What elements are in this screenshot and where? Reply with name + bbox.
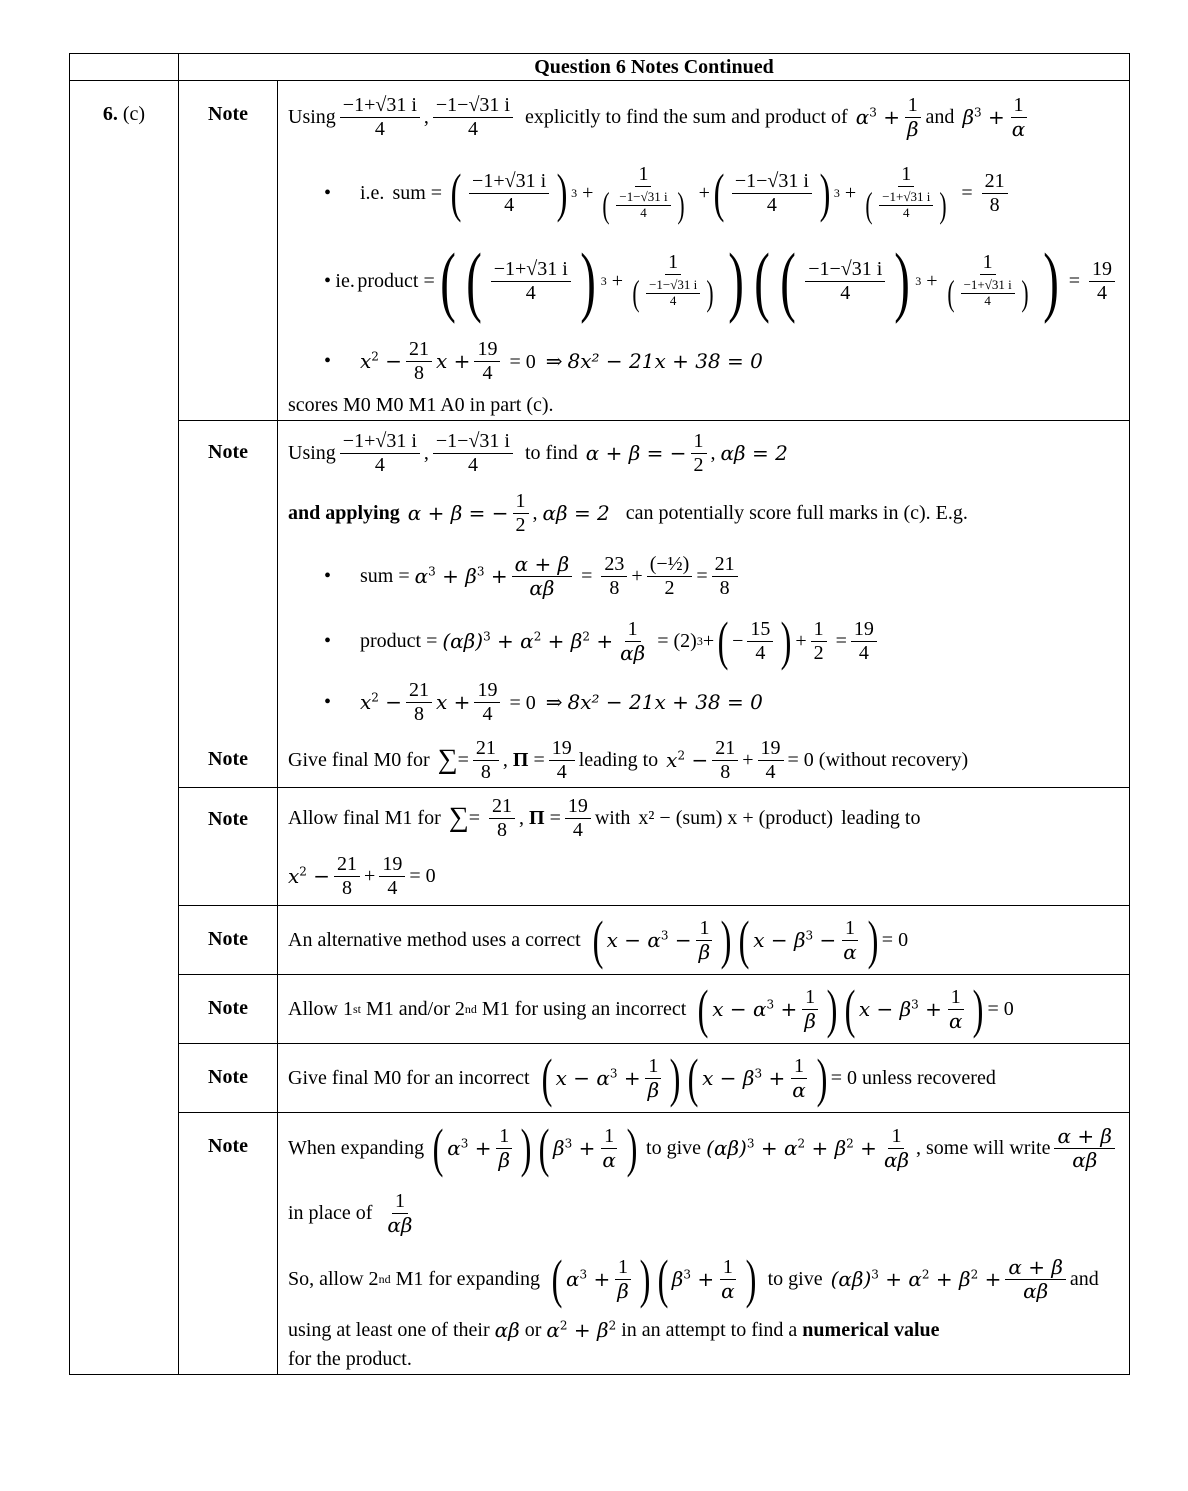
root-plus-num: −1+√31 i xyxy=(340,430,420,454)
one: 1 xyxy=(392,1190,408,1214)
note-body-1: Using $\frac{-1+√31 i}{4}$ , $\frac{-1-√31 i}{4}$ explicitly to find the sum and product of $\alpha^3$ + $\frac{1}{\beta}$ and $\beta^3$ + $\frac{1}{\alpha}$ • i.e. sum = ( $\frac{-1+√31 i}{4}$ ) 3 + 1 ( $\frac{-1-√31 i}{4}$ ) + ( $\frac{-1-√31 i}{4}$ ) 3 + 1 ( $\frac{-1+√31 i}{4}$ ) = $\frac{21}{8}$ • ie. product = ( ( $\frac{-1+√31 i}{4}$ ) 3 + 1 ( $\frac{-1-√31 i}{4}$ ) ) ( ( $\frac{-1-√31 i}{4}$ ) 3 + 1 ( $\frac{-1+√31 i}{4}$ ) ) = $\frac{19}{4}$ • $x^2$ − $\frac{21}{8}$ x + $\frac{19}{4}$ = 0 ⇒ 8x² − 21x + 38 = 0 scores M0 M0 M1 A0 in part (c). xyxy=(278,81,1130,421)
note-row-3 xyxy=(70,788,1130,906)
sum-value-num: 21 xyxy=(406,679,432,703)
root-den: 4 xyxy=(669,292,677,308)
two: 2 xyxy=(813,641,824,664)
root-plus-num: −1+√31 i xyxy=(491,258,571,282)
product-value-den: 4 xyxy=(765,760,776,783)
one: 1 xyxy=(905,94,921,118)
alpha-beta-product: αβ = 2 xyxy=(542,501,610,525)
one: 1 xyxy=(888,1125,904,1149)
note-body-3: Allow final M1 for ∑ = $\frac{21}{8}$ , Π = $\frac{19}{4}$ with x² − (sum) x + (product) leading to $x^2$ − $\frac{21}{8}$ + $\frac{19}{4}$ = 0 xyxy=(278,788,1130,906)
sum-value-den: 8 xyxy=(720,760,731,783)
note-body-5: Allow 1 st M1 and/or 2 nd M1 for using an incorrect ( $x - \alpha^3$ + $\frac{1}{\beta}$ ) ( $x - \beta^3$ + $\frac{1}{\alpha}$ ) = 0 xyxy=(278,975,1130,1044)
text-can-score: can potentially score full marks in (c). E.g. xyxy=(625,501,968,524)
text-without-recovery: (without recovery) xyxy=(818,748,969,771)
root-den: 4 xyxy=(374,117,385,140)
root-minus-num: −1−√31 i xyxy=(646,278,700,294)
one: 1 xyxy=(791,1055,807,1079)
twenty-three: 23 xyxy=(601,553,627,577)
one: 1 xyxy=(720,1256,736,1280)
text-give-final-incorrect: Give final M0 for an incorrect xyxy=(288,1066,530,1089)
text-using-at-least: using at least one of their xyxy=(288,1318,490,1341)
sum-value-num: 21 xyxy=(334,853,360,877)
product-value-den: 4 xyxy=(482,702,493,725)
text-so-allow: So, allow 2 xyxy=(288,1267,379,1290)
text-to-give: to give xyxy=(646,1136,702,1159)
root-plus-num: −1+√31 i xyxy=(961,278,1015,294)
alpha-beta-sum: α + β = − xyxy=(585,441,687,465)
one: 1 xyxy=(615,1256,631,1280)
note-label: Note xyxy=(208,748,248,770)
one: 1 xyxy=(601,1125,617,1149)
note-body-6: Give final M0 for an incorrect ( $x - \alpha^3$ + $\frac{1}{\beta}$ ) ( $x - \beta^3$ + $\frac{1}{\alpha}$ ) = 0 unless recovered xyxy=(278,1044,1130,1113)
text-incorrect: M1 for using an incorrect xyxy=(476,997,687,1020)
text-and: and xyxy=(925,105,955,128)
sum-value-den: 8 xyxy=(609,576,620,599)
one: 1 xyxy=(496,1125,512,1149)
minus-half: (−½) xyxy=(647,553,693,577)
alpha-beta-sum: α + β = − xyxy=(407,501,509,525)
text-product: product xyxy=(360,629,422,652)
product-value-num: 19 xyxy=(565,795,591,819)
text-allow-1: Allow 1 xyxy=(288,997,353,1020)
four: 4 xyxy=(755,641,766,664)
text-using: Using xyxy=(288,441,336,464)
product-value-den: 4 xyxy=(572,818,583,841)
note-row-6 xyxy=(70,1044,1130,1113)
note-label: Note xyxy=(179,1113,278,1375)
product-value-den: 4 xyxy=(858,641,869,664)
note-label: Note xyxy=(179,81,278,421)
product-value-num: 19 xyxy=(474,679,500,703)
question-label xyxy=(70,81,179,1375)
question-number: 6. xyxy=(102,103,118,125)
root-minus-num: −1−√31 i xyxy=(616,190,670,206)
sum-value-den: 8 xyxy=(989,193,1000,216)
one: 1 xyxy=(802,986,818,1010)
note-label: Note xyxy=(179,788,278,906)
two: 2 xyxy=(664,576,675,599)
one: 1 xyxy=(842,917,858,941)
product-value-num: 19 xyxy=(1089,258,1115,282)
sum-value-den: 8 xyxy=(342,876,353,899)
one: 1 xyxy=(635,163,651,187)
one: 1 xyxy=(691,430,707,454)
text-in-place-of: in place of xyxy=(288,1201,373,1224)
text-using: Using xyxy=(288,105,336,128)
header-row xyxy=(70,54,1130,81)
root-den: 4 xyxy=(840,281,851,304)
notes-title: Question 6 Notes Continued xyxy=(179,54,1130,81)
note-label: Note xyxy=(179,975,278,1044)
text-for-product: for the product. xyxy=(288,1347,412,1370)
superscript-nd: nd xyxy=(464,1001,477,1016)
question-part: (c) xyxy=(122,103,146,125)
text-give-final: Give final M0 for xyxy=(288,748,430,771)
note-body-4: An alternative method uses a correct ( $x - \alpha^3$ − $\frac{1}{\beta}$ ) ( $x - \beta^3$ − $\frac{1}{\alpha}$ ) = 0 xyxy=(278,906,1130,975)
sum-value-num: 21 xyxy=(406,338,432,362)
text-unless-recovered: unless recovered xyxy=(862,1066,996,1089)
text-and-applying: and applying xyxy=(288,501,400,524)
note-body-2: Using $\frac{-1+√31 i}{4}$ , $\frac{-1-√31 i}{4}$ to find α + β = − $\frac{1}{2}$ , αβ = 2 and applying α + β = − $\frac{1}{2}$ , αβ = 2 can potentially score full marks in (c). E.g. • sum = $\alpha^3 + \beta^3$ + $\frac{\alpha + \beta}{\alpha\beta}$ = $\frac{23}{8}$ + $\frac{\text{(−½)}}{2}$ = $\frac{21}{8}$ • product = $(\alpha\beta)^3 + \alpha^2 + \beta^2$ + $\frac{1}{\alpha\beta}$ = (2) 3 + ( − $\frac{15}{4}$ ) + $\frac{1}{2}$ = $\frac{19}{4}$ • $x^2$ − $\frac{21}{8}$ x + $\frac{19}{4}$ = 0 ⇒ 8x² − 21x + 38 = 0 Give final M0 for ∑ = $\frac{21}{8}$ , Π = $\frac{19}{4}$ leading to $x^2$ − $\frac{21}{8}$ + $\frac{19}{4}$ = 0 (without recovery) xyxy=(278,421,1130,788)
text-when-expanding: When expanding xyxy=(288,1136,425,1159)
text-sum: sum xyxy=(360,564,394,587)
one: 1 xyxy=(665,251,681,275)
one: 1 xyxy=(1011,94,1027,118)
sum-value-num: 21 xyxy=(712,553,738,577)
one: 1 xyxy=(645,1055,661,1079)
note-row-5 xyxy=(70,975,1130,1044)
sum-value-num: 21 xyxy=(712,737,738,761)
text-scores: scores M0 M0 M1 A0 in part (c). xyxy=(288,393,554,416)
root-den: 4 xyxy=(766,193,777,216)
root-den: 4 xyxy=(903,204,910,220)
root-den: 4 xyxy=(640,204,647,220)
sum-value-den: 8 xyxy=(497,818,508,841)
sum-value-num: 21 xyxy=(473,737,499,761)
product-value-num: 19 xyxy=(474,338,500,362)
note-label: Note xyxy=(179,1044,278,1113)
sum-value-den: 8 xyxy=(414,361,425,384)
root-den: 4 xyxy=(984,292,991,308)
root-den: 4 xyxy=(504,193,515,216)
superscript-st: st xyxy=(353,1001,362,1016)
root-plus-num: −1+√31 i xyxy=(469,170,549,194)
text-leading-to: leading to xyxy=(841,806,921,829)
one: 1 xyxy=(948,986,964,1010)
text-product: product xyxy=(357,269,419,292)
text-attempt: in an attempt to find a xyxy=(621,1318,798,1341)
text-and-or: M1 and/or 2 xyxy=(361,997,465,1020)
alpha-beta-product: αβ = 2 xyxy=(720,441,788,465)
superscript-nd: nd xyxy=(378,1271,391,1286)
note-label: Note xyxy=(179,906,278,975)
sum-value-num: 21 xyxy=(982,170,1008,194)
one: 1 xyxy=(898,163,914,187)
text-leading-to: leading to xyxy=(578,748,659,771)
quadratic-result: 8x² − 21x + 38 = 0 xyxy=(567,690,763,714)
note-label: Note xyxy=(208,441,248,463)
text-allow-final: Allow final M1 for xyxy=(288,806,441,829)
product-value-den: 4 xyxy=(1097,281,1107,304)
product-value-num: 19 xyxy=(758,737,784,761)
text-ie: i.e. xyxy=(360,181,385,204)
product-value-num: 19 xyxy=(851,618,877,642)
text-m1-expanding: M1 for expanding xyxy=(390,1267,540,1290)
root-plus-num: −1+√31 i xyxy=(340,94,420,118)
one: 1 xyxy=(980,251,996,275)
text-explicitly: explicitly to find the sum and product of xyxy=(524,105,848,128)
text-to-find: to find xyxy=(524,441,578,464)
text-or: or xyxy=(524,1318,542,1341)
root-den: 4 xyxy=(525,281,536,304)
one: 1 xyxy=(696,917,712,941)
note-row-2 xyxy=(70,421,1130,788)
sum-value-num: 21 xyxy=(489,795,515,819)
quadratic-result: 8x² − 21x + 38 = 0 xyxy=(567,349,763,373)
text-numerical-value: numerical value xyxy=(802,1318,940,1341)
note-row-4 xyxy=(70,906,1130,975)
product-value-den: 4 xyxy=(556,760,567,783)
sum-value-den: 8 xyxy=(719,576,730,599)
one: 1 xyxy=(811,618,827,642)
text-ie: ie. xyxy=(335,269,355,292)
product-value-den: 4 xyxy=(482,361,493,384)
one: 1 xyxy=(625,618,641,642)
text-and: and xyxy=(1069,1267,1099,1290)
text-sum: sum xyxy=(392,181,426,204)
mark-scheme-table xyxy=(69,53,1130,1375)
text-with: with xyxy=(594,806,631,829)
root-den: 4 xyxy=(467,453,478,476)
text-some-will-write: some will write xyxy=(926,1136,1051,1159)
product-value-num: 19 xyxy=(549,737,575,761)
sum-value-den: 8 xyxy=(414,702,425,725)
root-minus-num: −1−√31 i xyxy=(805,258,885,282)
two: 2 xyxy=(515,513,526,536)
root-minus-num: −1−√31 i xyxy=(732,170,812,194)
sum-value-den: 8 xyxy=(480,760,491,783)
two: 2 xyxy=(693,453,704,476)
fifteen: 15 xyxy=(747,618,773,642)
note-row-7 xyxy=(70,1113,1130,1375)
root-minus-num: −1−√31 i xyxy=(433,94,513,118)
one: 1 xyxy=(513,490,529,514)
note-row-1 xyxy=(70,81,1130,421)
root-minus-num: −1−√31 i xyxy=(433,430,513,454)
product-value-num: 19 xyxy=(379,853,405,877)
root-den: 4 xyxy=(374,453,385,476)
note-body-7: When expanding ( $\alpha^3$ + $\frac{1}{\beta}$ ) ( $\beta^3$ + $\frac{1}{\alpha}$ ) to give $(\alpha\beta)^3 + \alpha^2 + \beta^2$ + $\frac{1}{\alpha\beta}$ , some will write $\frac{\alpha + \beta}{\alpha\beta}$ in place of $\frac{1}{\alpha\beta}$ So, allow 2 nd M1 for expanding ( $\alpha^3$ + $\frac{1}{\beta}$ ) ( $\beta^3$ + $\frac{1}{\alpha}$ ) to give $(\alpha\beta)^3 + \alpha^2 + \beta^2$ + $\frac{\alpha + \beta}{\alpha\beta}$ and using at least one of their αβ or $\alpha^2 + \beta^2$ in an attempt to find a numerical value for the product. xyxy=(278,1113,1130,1375)
quadratic-form: x² − (sum) x + (product) xyxy=(638,806,834,829)
root-den: 4 xyxy=(467,117,478,140)
text-to-give: to give xyxy=(767,1267,823,1290)
product-value-den: 4 xyxy=(387,876,398,899)
root-plus-num: −1+√31 i xyxy=(879,190,933,206)
text-alternative: An alternative method uses a correct xyxy=(288,928,581,951)
